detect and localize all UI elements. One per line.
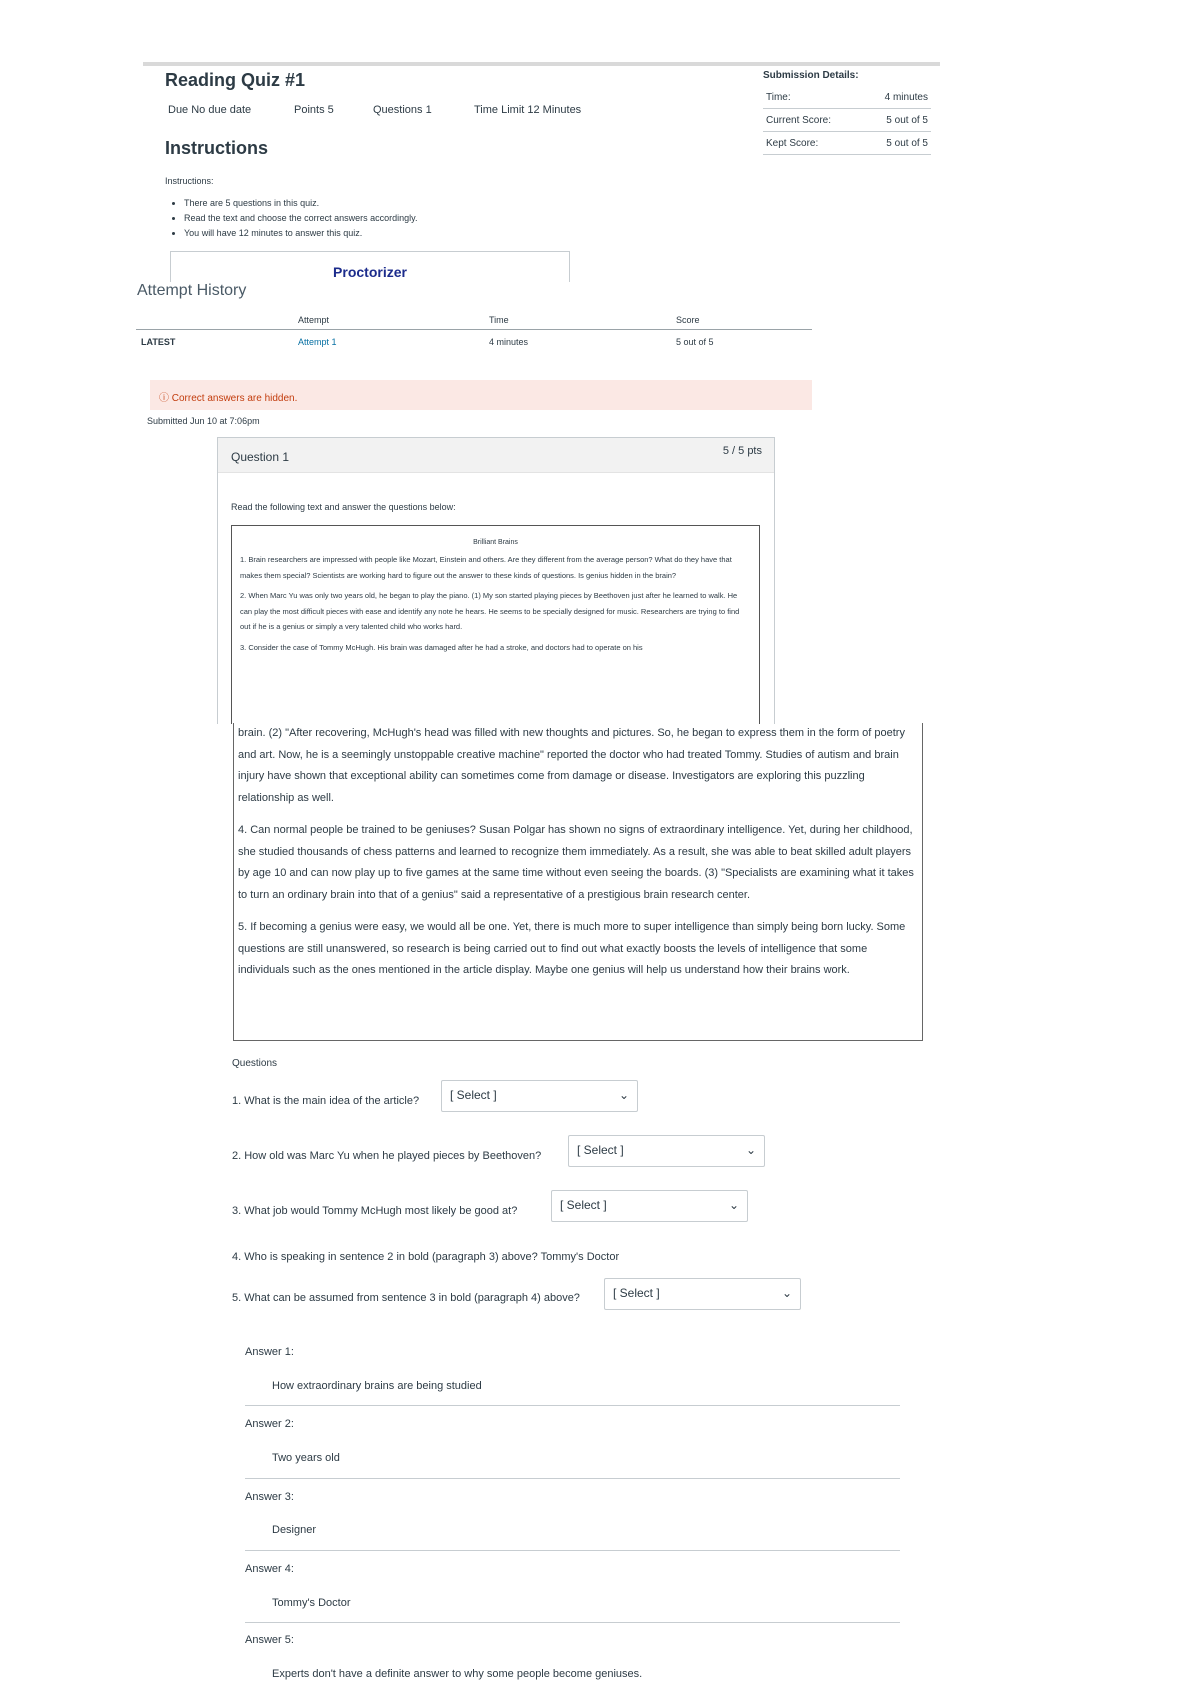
answer-value: Tommy's Doctor [272,1597,351,1609]
chevron-down-icon: ⌄ [781,1286,792,1300]
instructions-list [168,196,417,241]
question-header [218,438,774,473]
submission-value: 4 minutes [884,92,928,103]
select-value: [ Select ] [450,1088,497,1102]
instructions-heading: Instructions [165,138,269,158]
answer-label: Answer 3: [245,1491,294,1503]
time-limit: Time Limit 12 Minutes [474,104,582,116]
submission-details [763,70,931,155]
column-header-time: Time [489,315,509,325]
sub-question: 1. What is the main idea of the article? [232,1095,420,1107]
question-points: 5 / 5 pts [722,445,762,457]
answer-value: Experts don't have a definite answer to why some people become geniuses. [272,1668,643,1680]
answer-divider [245,1478,900,1479]
reading-paragraph: 4. Can normal people be trained to be geniuses? Susan Polgar has shown no signs of extraordinary intelligence. Yet, during her childhood, she studied thousands of chess patterns and learned to recognize them immediately. As a result, she was able to beat skilled adult players by age 10 and can now play up to five games at the same time without even seeing the boards. (3) "Specialists are examining what it takes to turn an ordinary brain into that of a genius" said a representative of a prestigious brain research center. [238,824,914,901]
answer-select-3[interactable] [551,1190,748,1222]
attempt-status: LATEST [141,337,176,347]
answer-value: Designer [272,1524,317,1536]
proctorizer-frame [170,251,570,282]
attempt-time: 4 minutes [489,337,529,347]
due-date: Due No due date [168,104,252,116]
answer-label: Answer 5: [245,1634,294,1646]
submission-value: 5 out of 5 [886,138,928,149]
quiz-title: Reading Quiz #1 [165,70,306,90]
answer-select-2[interactable] [568,1135,765,1167]
answer-value: Two years old [272,1452,340,1464]
reading-text-box [231,525,760,724]
reading-text-zoomed [233,723,923,1041]
submission-label: Current Score: [766,115,832,126]
attempt-link[interactable]: Attempt 1 [298,337,337,347]
top-divider [143,62,940,66]
answer-divider [245,1622,900,1623]
chevron-down-icon: ⌄ [745,1143,756,1157]
chevron-down-icon: ⌄ [728,1198,739,1212]
reading-paragraph: 2. When Marc Yu was only two years old, he began to play the piano. (1) My son started playing pieces by Beethoven just after he learned to walk. He can play the most difficult pieces with ease and identify any note he hears. He seems to be specially designed for music. Researchers are trying to find out if he is a genius or simply a very talented child who works hard. [240,591,740,631]
submission-row [763,86,931,109]
alert-text: ⓘ Correct answers are hidden. [159,393,298,404]
sub-question: 2. How old was Marc Yu when he played pieces by Beethoven? [232,1150,542,1162]
sub-question: 3. What job would Tommy McHugh most likely be good at? [232,1205,518,1217]
answer-label: Answer 4: [245,1563,294,1575]
answer-label: Answer 2: [245,1418,294,1430]
column-header-score: Score [676,315,700,325]
attempt-history-title: Attempt History [137,282,247,299]
select-value: [ Select ] [577,1143,624,1157]
answer-divider [245,1550,900,1551]
select-value: [ Select ] [613,1286,660,1300]
select-value: [ Select ] [560,1198,607,1212]
correct-answers-hidden-alert [150,380,812,410]
question-intro: Read the following text and answer the questions below: [231,502,456,512]
sub-question: 5. What can be assumed from sentence 3 in bold (paragraph 4) above? [232,1292,580,1304]
answer-value: How extraordinary brains are being studied [272,1380,482,1392]
sub-question: 4. Who is speaking in sentence 2 in bold (paragraph 3) above? Tommy's Doctor [232,1251,620,1263]
submission-title: Submission Details: [763,70,859,81]
instruction-item: • There are 5 questions in this quiz. [184,196,417,211]
reading-paragraph: brain. (2) "After recovering, McHugh's head was filled with new thoughts and pictures. So, he began to express them in the form of poetry and art. Now, he is a seemingly unstoppable creative machine" reported the doctor who had treated Tommy. Studies of autism and brain injury have shown that exceptional ability can sometimes come from damage or disease. Investigators are exploring this puzzling relationship as well. [238,727,905,804]
proctorizer-logo: Proctorizer [333,264,407,280]
instructions-label: Instructions: [165,176,214,186]
history-divider [136,329,812,330]
submission-row [763,109,931,132]
submission-value: 5 out of 5 [886,115,928,126]
questions-label: Questions [232,1058,278,1069]
points: Points 5 [294,104,334,116]
reading-title: Brilliant Brains [473,539,518,546]
submitted-timestamp: Submitted Jun 10 at 7:06pm [147,416,260,426]
answer-label: Answer 1: [245,1346,294,1358]
questions-count: Questions 1 [373,104,432,116]
attempt-score: 5 out of 5 [676,337,714,347]
instruction-item: • You will have 12 minutes to answer this quiz. [184,226,417,241]
answer-select-1[interactable] [441,1080,638,1112]
submission-row [763,132,931,155]
reading-paragraph: 3. Consider the case of Tommy McHugh. His brain was damaged after he had a stroke, and doctors had to operate on his [240,642,643,652]
submission-label: Time: [766,92,791,103]
submission-label: Kept Score: [766,138,819,149]
column-header-attempt: Attempt [298,315,330,325]
answer-select-5[interactable] [604,1278,801,1310]
reading-paragraph: 1. Brain researchers are impressed with people like Mozart, Einstein and others. Are they different from the average person? What do they have that makes them special? Scientists are working hard to figure out the answer to these kinds of questions. Is genius hidden in the brain? [240,555,732,580]
question-card [217,437,775,724]
instruction-item: • Read the text and choose the correct answers accordingly. [184,211,417,226]
reading-paragraph: 5. If becoming a genius were easy, we would all be one. Yet, there is much more to super intelligence than simply being born lucky. Some questions are still unanswered, so research is being carried out to find out what exactly boosts the levels of intelligence that some individuals such as the ones mentioned in the article display. Maybe one genius will help us understand how their brains work. [238,921,906,976]
question-title: Question 1 [231,450,290,464]
answer-divider [245,1405,900,1406]
chevron-down-icon: ⌄ [618,1088,629,1102]
